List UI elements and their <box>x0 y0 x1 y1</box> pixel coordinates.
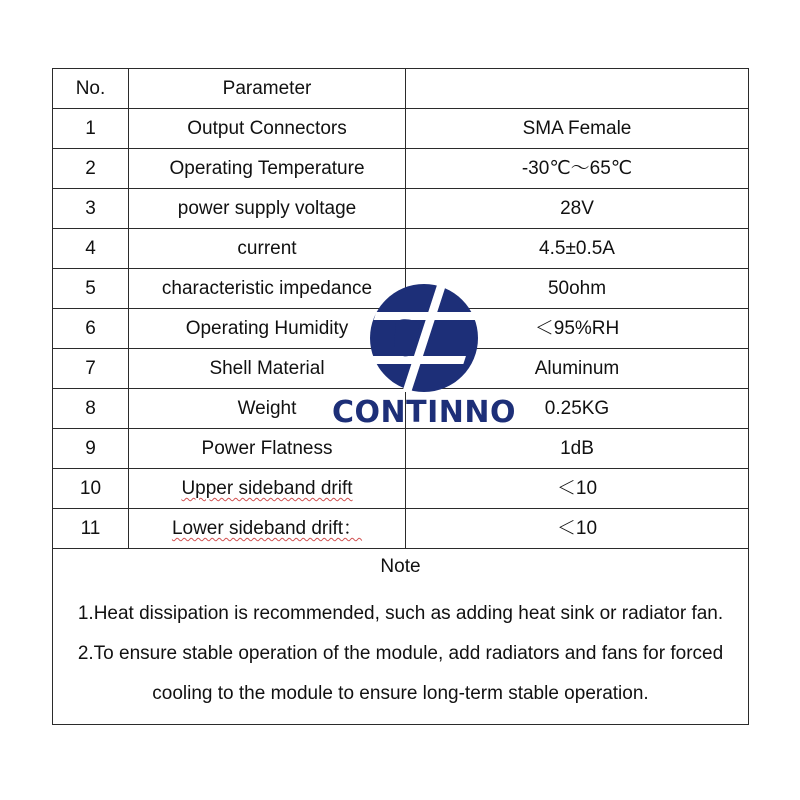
row-no: 11 <box>53 509 129 549</box>
header-value <box>406 69 749 109</box>
row-parameter-text: Lower sideband drift： <box>171 518 363 539</box>
table-row <box>53 509 749 549</box>
row-value: ＜10 <box>406 469 749 509</box>
row-no: 9 <box>53 429 129 469</box>
row-no: 1 <box>53 109 129 149</box>
note-line-1: 1.Heat dissipation is recommended, such as adding heat sink or radiator fan. <box>77 603 724 624</box>
header-no: No. <box>53 69 129 109</box>
row-no: 4 <box>53 229 129 269</box>
row-value: 0.25KG <box>406 389 749 429</box>
row-value: ＜95%RH <box>406 309 749 349</box>
note-line-2: 2.To ensure stable operation of the module, add radiators and fans for forced <box>77 643 724 664</box>
row-value: 1dB <box>406 429 749 469</box>
row-value: ＜10 <box>406 509 749 549</box>
row-parameter: current <box>129 229 406 269</box>
table-row <box>53 429 749 469</box>
row-parameter: power supply voltage <box>129 189 406 229</box>
table-row <box>53 189 749 229</box>
continno-logo-text: CONTINNO <box>332 395 516 430</box>
row-parameter: Power Flatness <box>129 429 406 469</box>
header-parameter: Parameter <box>129 69 406 109</box>
row-parameter: Operating Temperature <box>129 149 406 189</box>
note-line-3: cooling to the module to ensure long-term stable operation. <box>152 683 649 704</box>
row-value: 28V <box>406 189 749 229</box>
row-parameter: Shell Material <box>129 349 406 389</box>
continno-logo-watermark <box>328 282 520 432</box>
note-cell <box>53 549 749 725</box>
row-no: 7 <box>53 349 129 389</box>
row-value: 4.5±0.5A <box>406 229 749 269</box>
row-parameter <box>129 469 406 509</box>
row-parameter <box>129 509 406 549</box>
row-value: Aluminum <box>406 349 749 389</box>
row-parameter: Weight <box>129 389 406 429</box>
table-row <box>53 149 749 189</box>
row-value: SMA Female <box>406 109 749 149</box>
row-no: 3 <box>53 189 129 229</box>
row-no: 5 <box>53 269 129 309</box>
note-row <box>53 549 749 725</box>
row-no: 6 <box>53 309 129 349</box>
table-row <box>53 109 749 149</box>
row-parameter-text: Upper sideband drift <box>181 478 353 499</box>
row-value: -30℃～65℃ <box>406 149 749 189</box>
continno-logo-icon <box>368 282 480 394</box>
row-parameter: characteristic impedance <box>129 269 406 309</box>
row-no: 8 <box>53 389 129 429</box>
table-header-row <box>53 69 749 109</box>
table-row <box>53 469 749 509</box>
row-parameter: Operating Humidity <box>129 309 406 349</box>
row-no: 2 <box>53 149 129 189</box>
table-row <box>53 229 749 269</box>
row-no: 10 <box>53 469 129 509</box>
row-value: 50ohm <box>406 269 749 309</box>
row-parameter: Output Connectors <box>129 109 406 149</box>
note-title: Note <box>380 556 421 577</box>
